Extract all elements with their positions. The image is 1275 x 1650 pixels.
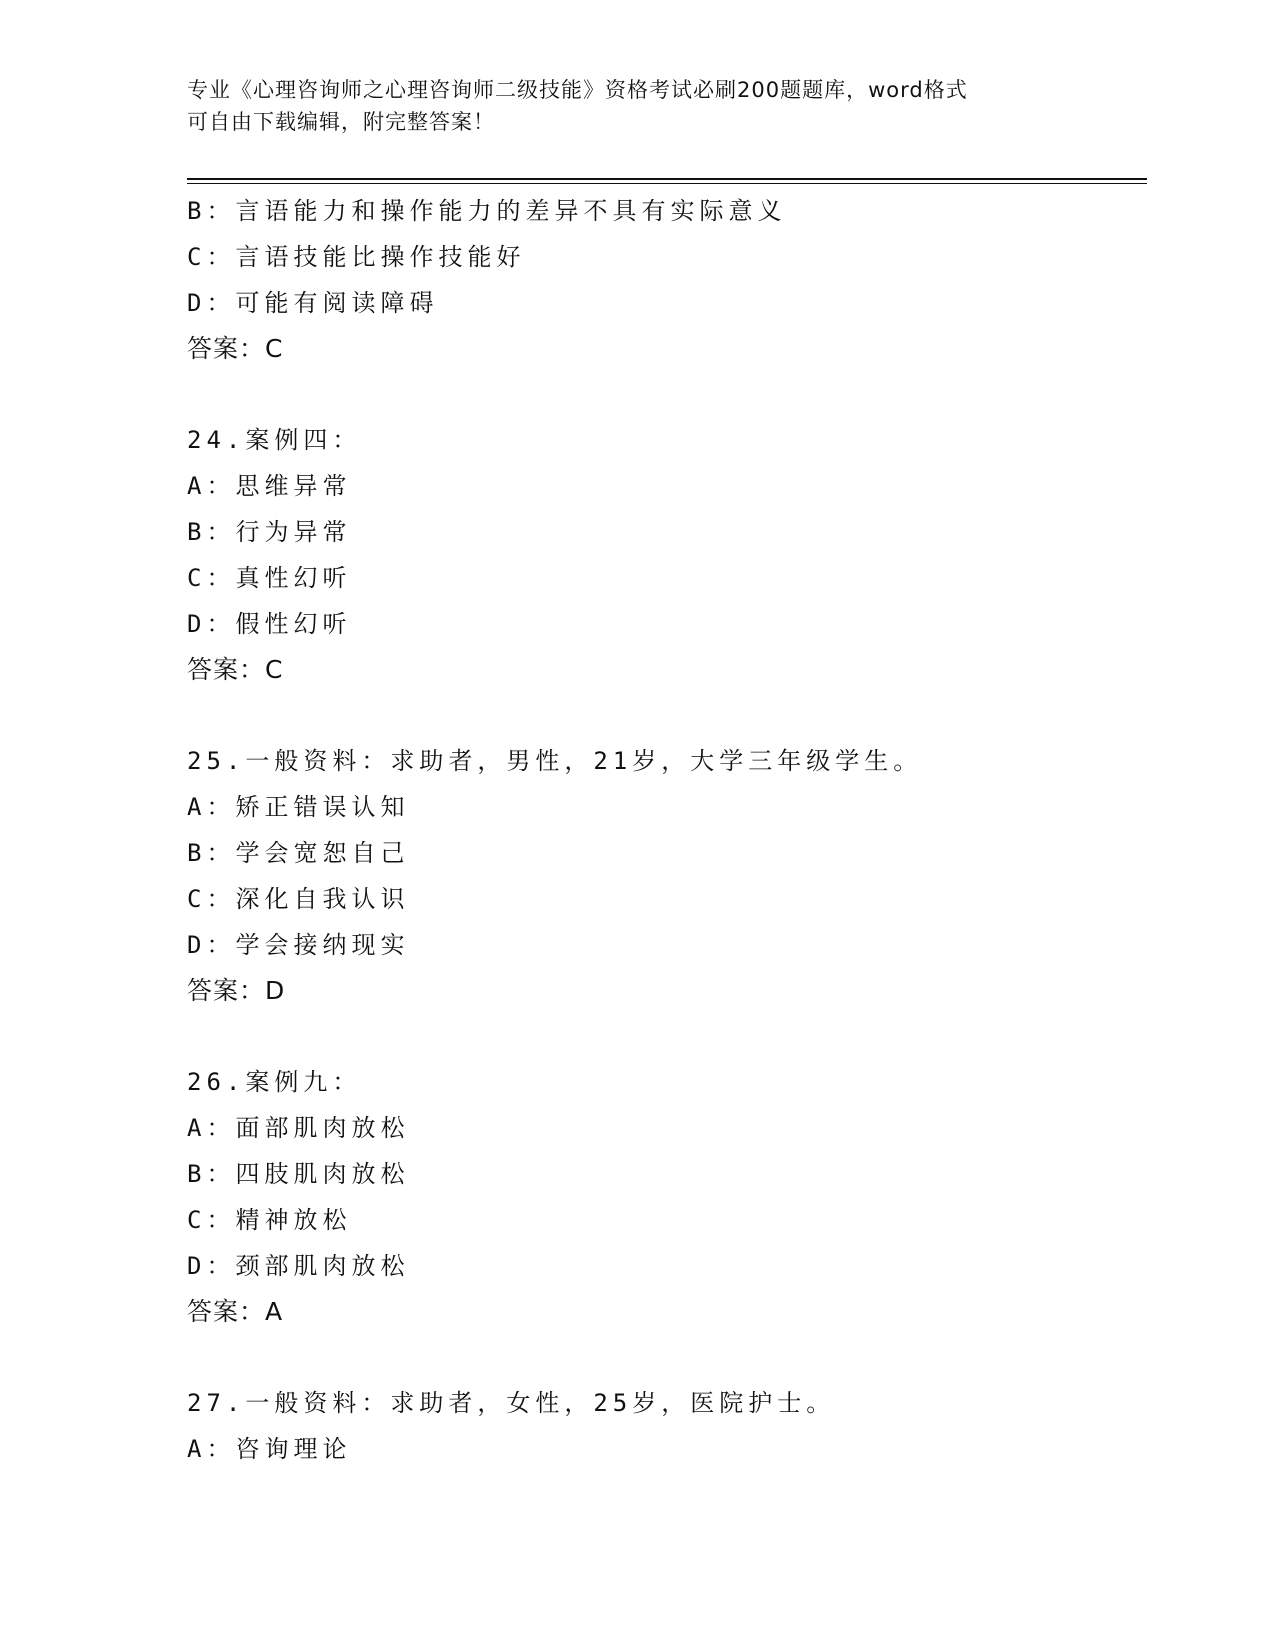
option-a: A：思维异常 <box>187 472 352 500</box>
header-line-1: 专业《心理咨询师之心理咨询师二级技能》资格考试必刷200题题库，word格式 <box>187 78 968 102</box>
option-b: B：言语能力和操作能力的差异不具有实际意义 <box>187 197 787 225</box>
option-d: D：假性幻听 <box>187 610 352 638</box>
option-b: B：行为异常 <box>187 518 352 546</box>
option-a: A：咨询理论 <box>187 1435 352 1463</box>
option-a: A：矫正错误认知 <box>187 793 410 821</box>
option-d: D：颈部肌肉放松 <box>187 1252 410 1280</box>
question-continuation <box>187 188 1147 372</box>
question-title: 24.案例四： <box>187 426 362 454</box>
question-27 <box>187 1380 1147 1472</box>
header-divider <box>187 178 1147 180</box>
question-title: 27.一般资料：求助者，女性，25岁，医院护士。 <box>187 1389 836 1417</box>
answer: 答案：D <box>187 976 286 1005</box>
question-title: 26.案例九： <box>187 1068 362 1096</box>
option-b: B：四肢肌肉放松 <box>187 1160 410 1188</box>
option-d: D：学会接纳现实 <box>187 931 410 959</box>
question-26 <box>187 1059 1147 1335</box>
option-c: C：真性幻听 <box>187 564 352 592</box>
document-header <box>187 74 1087 138</box>
option-d: D：可能有阅读障碍 <box>187 289 439 317</box>
option-c: C：精神放松 <box>187 1206 352 1234</box>
option-a: A：面部肌肉放松 <box>187 1114 410 1142</box>
option-b: B：学会宽恕自己 <box>187 839 410 867</box>
answer: 答案：A <box>187 1297 284 1326</box>
option-c: C：深化自我认识 <box>187 885 410 913</box>
answer: 答案：C <box>187 655 284 684</box>
question-list <box>187 188 1147 1472</box>
question-title: 25.一般资料：求助者，男性，21岁，大学三年级学生。 <box>187 747 923 775</box>
header-line-2: 可自由下载编辑，附完整答案！ <box>187 110 495 134</box>
option-c: C：言语技能比操作技能好 <box>187 243 526 271</box>
header-divider-thin <box>187 183 1147 184</box>
question-25 <box>187 738 1147 1014</box>
answer: 答案：C <box>187 334 284 363</box>
question-24 <box>187 417 1147 693</box>
